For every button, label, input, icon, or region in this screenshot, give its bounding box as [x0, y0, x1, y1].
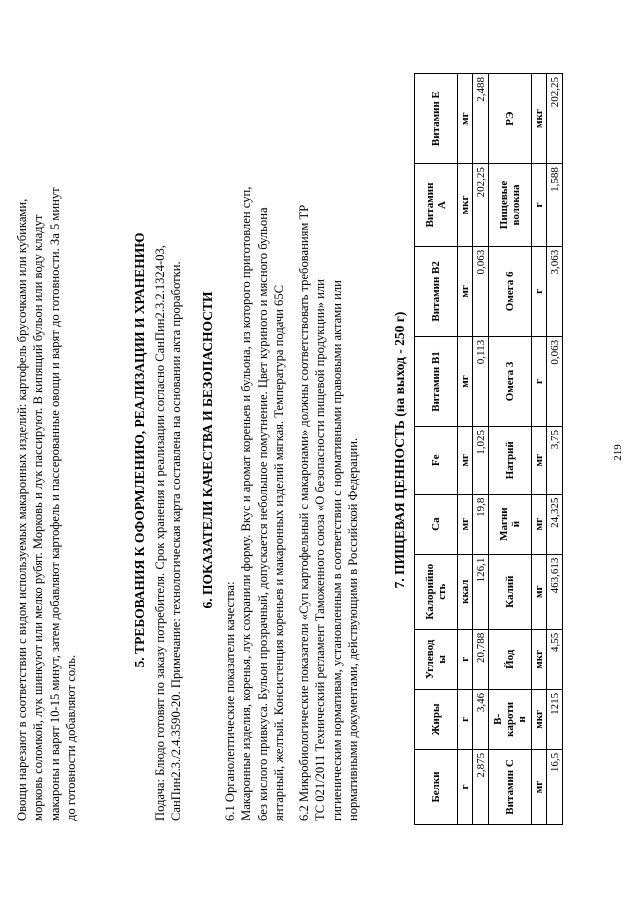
value-cell: 3,75 [547, 427, 563, 495]
text-line: нормативными документами, действующими в Российской Федерации. [345, 437, 360, 821]
unit-cell: мкг [532, 629, 547, 689]
text-line: до готовности добавляют соль. [63, 654, 78, 821]
value-cell: 20,788 [473, 629, 489, 689]
value-cell: 16,5 [547, 749, 563, 824]
section-6-heading: 6. ПОКАЗАТЕЛИ КАЧЕСТВА И БЕЗОПАСНОСТИ [200, 291, 215, 609]
value-cell: 1215 [547, 689, 563, 749]
intro-paragraph [14, 79, 79, 821]
nutrient-name-cell: Омега 6 [489, 246, 532, 336]
nutrient-name-cell: Жиры [415, 689, 458, 749]
unit-cell: мкг [532, 74, 547, 164]
nutrient-name-cell: Ca [415, 494, 458, 554]
nutrient-name-cell: Витамин B2 [415, 246, 458, 336]
unit-cell: мг [532, 749, 547, 824]
section-5-heading: 5. ТРЕБОВАНИЯ К ОФОРМЛЕНИЮ, РЕАЛИЗАЦИИ И ХРАНЕНИЮ [132, 232, 147, 668]
nutrient-name-cell: Белки [415, 749, 458, 824]
page-number: 219 [612, 444, 624, 461]
unit-cell: ккал [458, 554, 473, 629]
nutrient-name-cell: Магни й [489, 494, 532, 554]
unit-cell: мг [458, 494, 473, 554]
nutrient-name-cell: Калорийно сть [415, 554, 458, 629]
value-cell: 126,1 [473, 554, 489, 629]
unit-cell: мг [458, 336, 473, 426]
nutrient-name-cell: Натрий [489, 427, 532, 495]
value-cell: 202,25 [473, 164, 489, 247]
text-line: Подача: Блюдо готовят по заказу потребителя. Срок хранения и реализации согласно СанПин2.3.2.1324-03, [153, 245, 167, 821]
unit-cell: мкг [532, 689, 547, 749]
nutrient-name-cell: Йод [489, 629, 532, 689]
text-line: без кислого привкуса. Бульон прозрачный, допускается небольшое помутнение. Цвет куриного и мясного бульона [255, 207, 270, 821]
unit-row [532, 74, 547, 825]
unit-cell: г [532, 164, 547, 247]
value-cell: 24,325 [547, 494, 563, 554]
value-cell: 0,063 [473, 246, 489, 336]
organoleptic-paragraph [222, 79, 287, 821]
unit-cell: г [458, 749, 473, 824]
nutrient-name-cell: Витамин E [415, 74, 458, 164]
value-cell: 3,46 [473, 689, 489, 749]
text-line: ТС 021/2011 Технический регламент Таможенного союза «О безопасности пищевой продукции» или [313, 279, 328, 821]
unit-row [458, 74, 473, 825]
text-line: янтарный, желтый. Консистенция кореньев и макаронных изделий мягкая. Температура подачи 65С [271, 284, 286, 821]
text-line: макароны и варят 10-15 минут, затем добавляют картофель и пассерованные овощи и варят до готовности. За 5 минут [47, 187, 62, 821]
unit-cell: мг [458, 74, 473, 164]
text-line: морковь соломкой, лук шинкуют или мелко рубят. Морковь и лук пассируют. В кипящий бульон или воду кладут [31, 214, 46, 821]
value-row [547, 74, 563, 825]
value-cell: 463,613 [547, 554, 563, 629]
nutrient-name-cell: Fe [415, 427, 458, 495]
text-line: 6.1 Органолептические показатели качества: [223, 581, 237, 821]
unit-cell: г [532, 246, 547, 336]
value-cell: 0,113 [473, 336, 489, 426]
unit-cell: мг [458, 427, 473, 495]
value-cell: 2,488 [473, 74, 489, 164]
text-line: 6.2 Микробиологические показатели «Суп картофельный с макаронами» должны соответствовать требованиям ТР [297, 204, 311, 821]
text-line: Макаронные изделия, коренья, лук сохранили форму. Вкус и аромат кореньев и бульона, из которого приготовлен суп, [239, 186, 254, 821]
unit-cell: г [458, 689, 473, 749]
nutrient-name-cell: Пищевые волокна [489, 164, 532, 247]
unit-cell: мг [532, 494, 547, 554]
text-line: Овощи нарезают в соответствии с видом используемых макаронных изделий: картофель брусочками или кубиками, [15, 198, 29, 821]
unit-cell: мг [532, 554, 547, 629]
nutrient-name-cell: Калий [489, 554, 532, 629]
nutrient-header-row [489, 74, 532, 825]
unit-cell: мг [532, 427, 547, 495]
nutrient-name-cell: РЭ [489, 74, 532, 164]
unit-cell: мг [458, 246, 473, 336]
value-cell: 202,25 [547, 74, 563, 164]
value-cell: 1,588 [547, 164, 563, 247]
nutrient-name-cell: Углевод ы [415, 629, 458, 689]
text-line: гигиеническим нормативам, установленным в соответствии с нормативными правовыми актами или [329, 280, 344, 821]
unit-cell: г [458, 629, 473, 689]
nutrient-name-cell: Витамин A [415, 164, 458, 247]
unit-cell: мкг [458, 164, 473, 247]
value-cell: 3,063 [547, 246, 563, 336]
value-cell: 19,8 [473, 494, 489, 554]
unit-cell: г [532, 336, 547, 426]
value-cell: 0,063 [547, 336, 563, 426]
nutrient-name-cell: Витамин B1 [415, 336, 458, 426]
value-cell: 1,025 [473, 427, 489, 495]
nutrition-table [414, 73, 563, 825]
nutrient-name-cell: Витамин C [489, 749, 532, 824]
value-row [473, 74, 489, 825]
section-7-heading: 7. ПИЩЕВАЯ ЦЕННОСТЬ (на выход - 250 г) [392, 311, 407, 589]
nutrient-name-cell: Омега 3 [489, 336, 532, 426]
nutrient-header-row [415, 74, 458, 825]
microbiology-paragraph [296, 79, 361, 821]
nutrition-table-body [415, 74, 563, 825]
nutrient-name-cell: B- кароти н [489, 689, 532, 749]
section-5-paragraph [152, 79, 185, 821]
value-cell: 4,55 [547, 629, 563, 689]
text-line: СанПин2.3./2.4.3590-20. Примечание: технологическая карта составлена на основании акта проработки. [169, 261, 184, 821]
value-cell: 2,875 [473, 749, 489, 824]
